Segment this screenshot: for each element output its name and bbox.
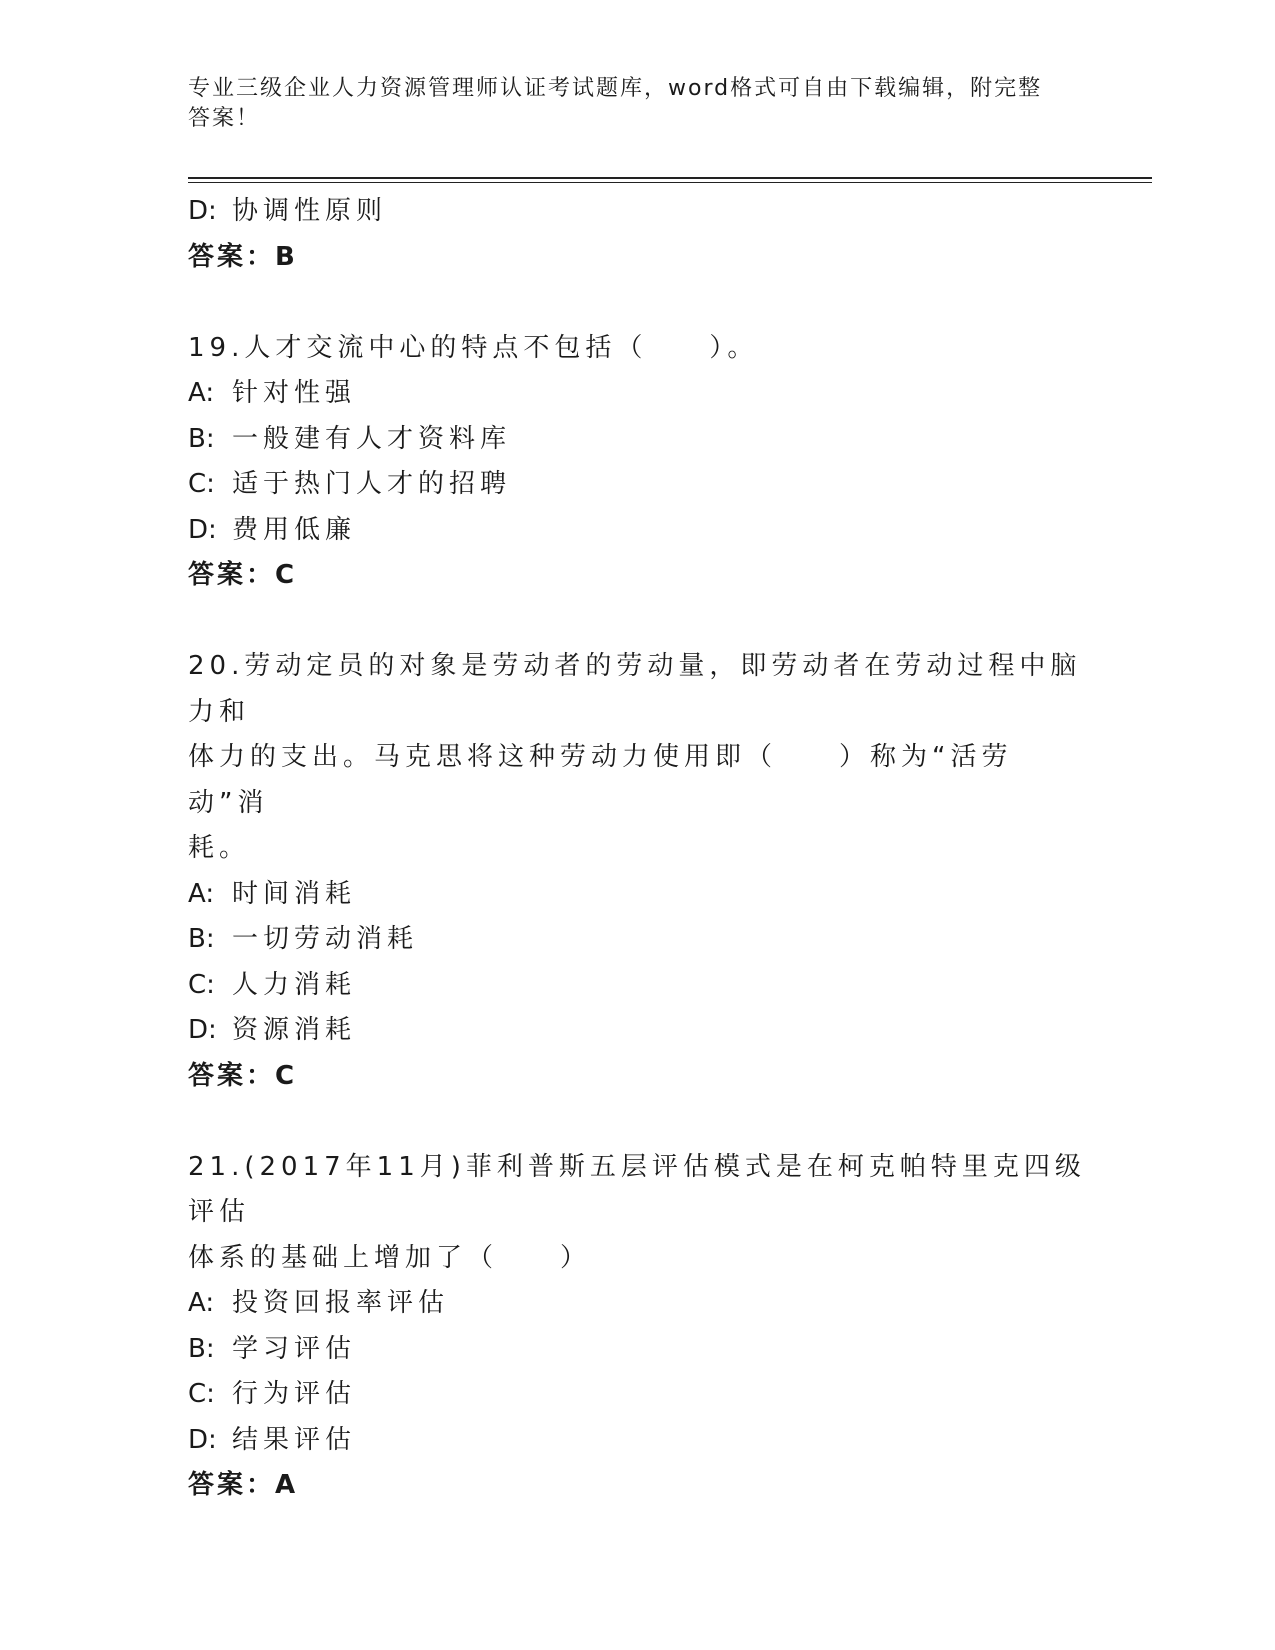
option-key: B: — [188, 1333, 215, 1364]
option-key: C: — [188, 469, 215, 499]
question-content — [188, 189, 1088, 1509]
option-b — [188, 917, 1088, 963]
option-text: 一般建有人才资料库 — [232, 423, 512, 454]
option-key: A: — [188, 378, 215, 408]
question-text: 19.人才交流中心的特点不包括（ ）。 — [188, 332, 759, 363]
question-20 — [188, 644, 1088, 1099]
header-divider-thin — [188, 182, 1152, 183]
header-line-1: 专业三级企业人力资源管理师认证考试题库，word格式可自由下载编辑，附完整 — [188, 76, 1043, 101]
option-key: D: — [188, 1015, 217, 1045]
spacer — [188, 280, 1088, 326]
option-key: B: — [188, 423, 215, 454]
option-text: 学习评估 — [232, 1333, 357, 1364]
option-text: 适于热门人才的招聘 — [232, 469, 512, 499]
option-text: 结果评估 — [232, 1424, 357, 1455]
page-header — [188, 74, 1068, 134]
answer-line: 答案：A — [188, 1470, 299, 1500]
option-key: D: — [188, 1424, 217, 1455]
option-text: 针对性强 — [232, 378, 357, 408]
option-text: 资源消耗 — [232, 1015, 357, 1045]
question-text: 体系的基础上增加了（ ） — [188, 1242, 592, 1273]
option-a — [188, 371, 1088, 417]
question-19 — [188, 326, 1088, 599]
option-text: 人力消耗 — [232, 969, 357, 1000]
header-line-2: 答案！ — [188, 106, 261, 131]
option-key: B: — [188, 924, 215, 954]
option-c — [188, 963, 1088, 1009]
option-d — [188, 1008, 1088, 1054]
option-text: 时间消耗 — [232, 878, 357, 909]
answer-line: 答案：B — [188, 241, 298, 272]
option-text: 费用低廉 — [232, 514, 357, 545]
answer-line: 答案：C — [188, 560, 298, 590]
option-key: A: — [188, 1288, 215, 1318]
option-c — [188, 1372, 1088, 1418]
question-text: 21.(2017年11月)菲利普斯五层评估模式是在柯克帕特里克四级评估 — [188, 1151, 1086, 1227]
option-b — [188, 417, 1088, 463]
question-text: 耗。 — [188, 833, 251, 863]
option-a — [188, 872, 1088, 918]
answer-line: 答案：C — [188, 1060, 298, 1091]
question-text: 20.劳动定员的对象是劳动者的劳动量，即劳动者在劳动过程中脑力和 — [188, 651, 1082, 727]
spacer — [188, 1099, 1088, 1145]
option-d — [188, 508, 1088, 554]
option-text: 行为评估 — [232, 1379, 357, 1409]
option-text: 一切劳动消耗 — [232, 924, 419, 954]
question-text: 体力的支出。马克思将这种劳动力使用即（ ）称为“活劳动”消 — [188, 742, 1013, 818]
option-text: 协调性原则 — [232, 196, 388, 226]
option-key: A: — [188, 878, 215, 909]
header-divider-thick — [188, 177, 1152, 179]
question-21 — [188, 1145, 1088, 1509]
spacer — [188, 599, 1088, 645]
option-d — [188, 189, 1088, 235]
option-a — [188, 1281, 1088, 1327]
option-key: D: — [188, 514, 217, 545]
option-key: C: — [188, 969, 215, 1000]
option-key: D: — [188, 196, 217, 226]
option-b — [188, 1327, 1088, 1373]
option-key: C: — [188, 1379, 215, 1409]
option-c — [188, 462, 1088, 508]
option-d — [188, 1418, 1088, 1464]
option-text: 投资回报率评估 — [232, 1288, 450, 1318]
